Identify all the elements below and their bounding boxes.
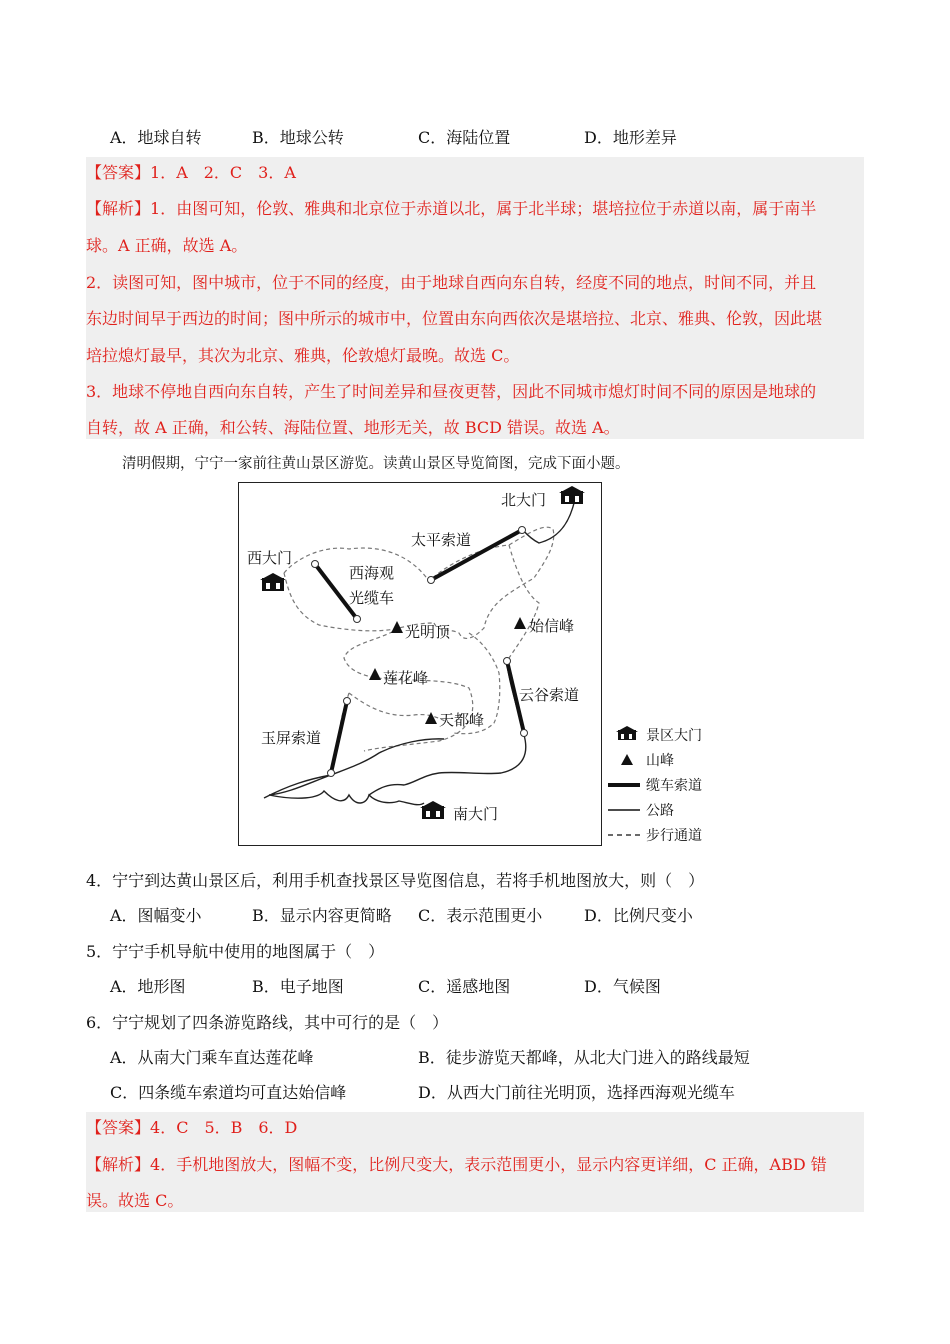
- analysis-1-line-6: 3．地球不停地自西向东自转，产生了时间差异和昼夜更替，因此不同城市熄灯时间不同的原因是地球的: [86, 382, 817, 401]
- q5-option-a: A．地形图: [110, 977, 186, 996]
- analysis-1-line-7: 自转，故 A 正确，和公转、海陆位置、地形无关，故 BCD 错误。故选 A。: [86, 418, 620, 437]
- q5-option-c: C．遥感地图: [418, 977, 511, 996]
- cableways: [315, 530, 524, 773]
- q4-option-a: A．图幅变小: [110, 906, 202, 925]
- q6-option-b: B．徒步游览天都峰，从北大门进入的路线最短: [418, 1048, 750, 1067]
- q3-option-a: A．地球自转: [110, 128, 202, 147]
- label-shixinfeng: 始信峰: [529, 617, 575, 635]
- gate-icon: [559, 486, 585, 504]
- q6-option-c: C．四条缆车索道均可直达始信峰: [110, 1083, 347, 1102]
- yuping-cableway: [331, 701, 347, 773]
- analysis-text: 1．由图可知，伦敦、雅典和北京位于赤道以北，属于北半球；堪培拉位于赤道以南，属于南半: [150, 199, 817, 218]
- map-svg: [239, 483, 601, 845]
- peak-icon: [369, 668, 381, 680]
- stations: [312, 527, 528, 777]
- map-legend: [604, 722, 724, 850]
- q6-stem: 6．宁宁规划了四条游览路线，其中可行的是（ ）: [86, 1013, 449, 1032]
- legend-gate: 景区大门: [646, 728, 702, 744]
- label-taiping-cableway: 太平索道: [411, 531, 472, 549]
- peak-icon: [425, 712, 437, 724]
- answer-tag: 【答案】: [86, 163, 151, 182]
- q5-option-b: B．电子地图: [252, 977, 344, 996]
- q3-option-c: C．海陆位置: [418, 128, 511, 147]
- peak-icon: [621, 754, 633, 765]
- q3-option-b: B．地球公转: [252, 128, 344, 147]
- label-xihai-2: 光缆车: [349, 589, 395, 607]
- q4-stem: 4．宁宁到达黄山景区后，利用手机查找景区导览图信息，若将手机地图放大，则（ ）: [86, 871, 705, 890]
- analysis-1-line-4: 东边时间早于西边的时间；图中所示的城市中，位置由东向西依次是堪培拉、北京、雅典、伦敦，因此堪: [86, 309, 823, 328]
- legend-walk: 步行通道: [646, 828, 702, 844]
- answer-tag: 【答案】: [86, 1118, 151, 1137]
- label-guangmingding: 光明顶: [405, 623, 451, 641]
- intro-text: 清明假期，宁宁一家前往黄山景区游览。读黄山景区导览简图，完成下面小题。: [122, 456, 630, 472]
- q4-option-c: C．表示范围更小: [418, 906, 543, 925]
- analysis-text: 4．手机地图放大，图幅不变，比例尺变大，表示范围更小，显示内容更详细，C 正确，ABD 错: [150, 1155, 827, 1174]
- legend-cable: 缆车索道: [646, 778, 702, 794]
- analysis-2-line-1: [86, 1155, 827, 1175]
- answer-1: [86, 163, 296, 183]
- label-west-gate: 西大门: [247, 549, 293, 567]
- gate-icon: [616, 726, 638, 740]
- analysis-1-line-5: 培拉熄灯最早，其次为北京、雅典，伦敦熄灯最晚。故选 C。: [86, 346, 520, 365]
- label-lianhuafeng: 莲花峰: [383, 669, 429, 687]
- q3-option-d: D．地形差异: [584, 128, 677, 147]
- label-north-gate: 北大门: [501, 491, 547, 509]
- q6-option-a: A．从南大门乘车直达莲花峰: [110, 1048, 314, 1067]
- legend-road: 公路: [646, 803, 674, 819]
- analysis-tag: 【解析】: [86, 1155, 151, 1174]
- analysis-1-line-1: [86, 199, 816, 219]
- q4-option-d: D．比例尺变小: [584, 906, 693, 925]
- label-xihai-1: 西海观: [349, 564, 395, 582]
- analysis-tag: 【解析】: [86, 199, 151, 218]
- analysis-1-line-2: 球。A 正确，故选 A。: [86, 236, 248, 255]
- gate-icon: [260, 573, 286, 591]
- label-south-gate: 南大门: [453, 805, 499, 823]
- analysis-2-line-2: 误。故选 C。: [86, 1191, 184, 1210]
- legend-peak: 山峰: [646, 753, 674, 769]
- q4-option-b: B．显示内容更简略: [252, 906, 392, 925]
- answer-text: 4．C 5．B 6．D: [150, 1118, 298, 1137]
- peak-icon: [514, 617, 526, 629]
- answer-2: [86, 1118, 297, 1138]
- huangshan-map: [238, 482, 602, 846]
- q6-option-d: D．从西大门前往光明顶，选择西海观光缆车: [418, 1083, 735, 1102]
- q5-option-d: D．气候图: [584, 977, 661, 996]
- q5-stem: 5．宁宁手机导航中使用的地图属于（ ）: [86, 942, 385, 961]
- analysis-1-line-3: 2．读图可知，图中城市，位于不同的经度，由于地球自西向东自转，经度不同的地点，时间不同，并且: [86, 273, 817, 292]
- label-yuping-cableway: 玉屏索道: [261, 729, 322, 747]
- label-tiandufeng: 天都峰: [439, 711, 485, 729]
- label-yungu-cableway: 云谷索道: [519, 686, 580, 704]
- answer-text: 1．A 2．C 3．A: [150, 163, 296, 182]
